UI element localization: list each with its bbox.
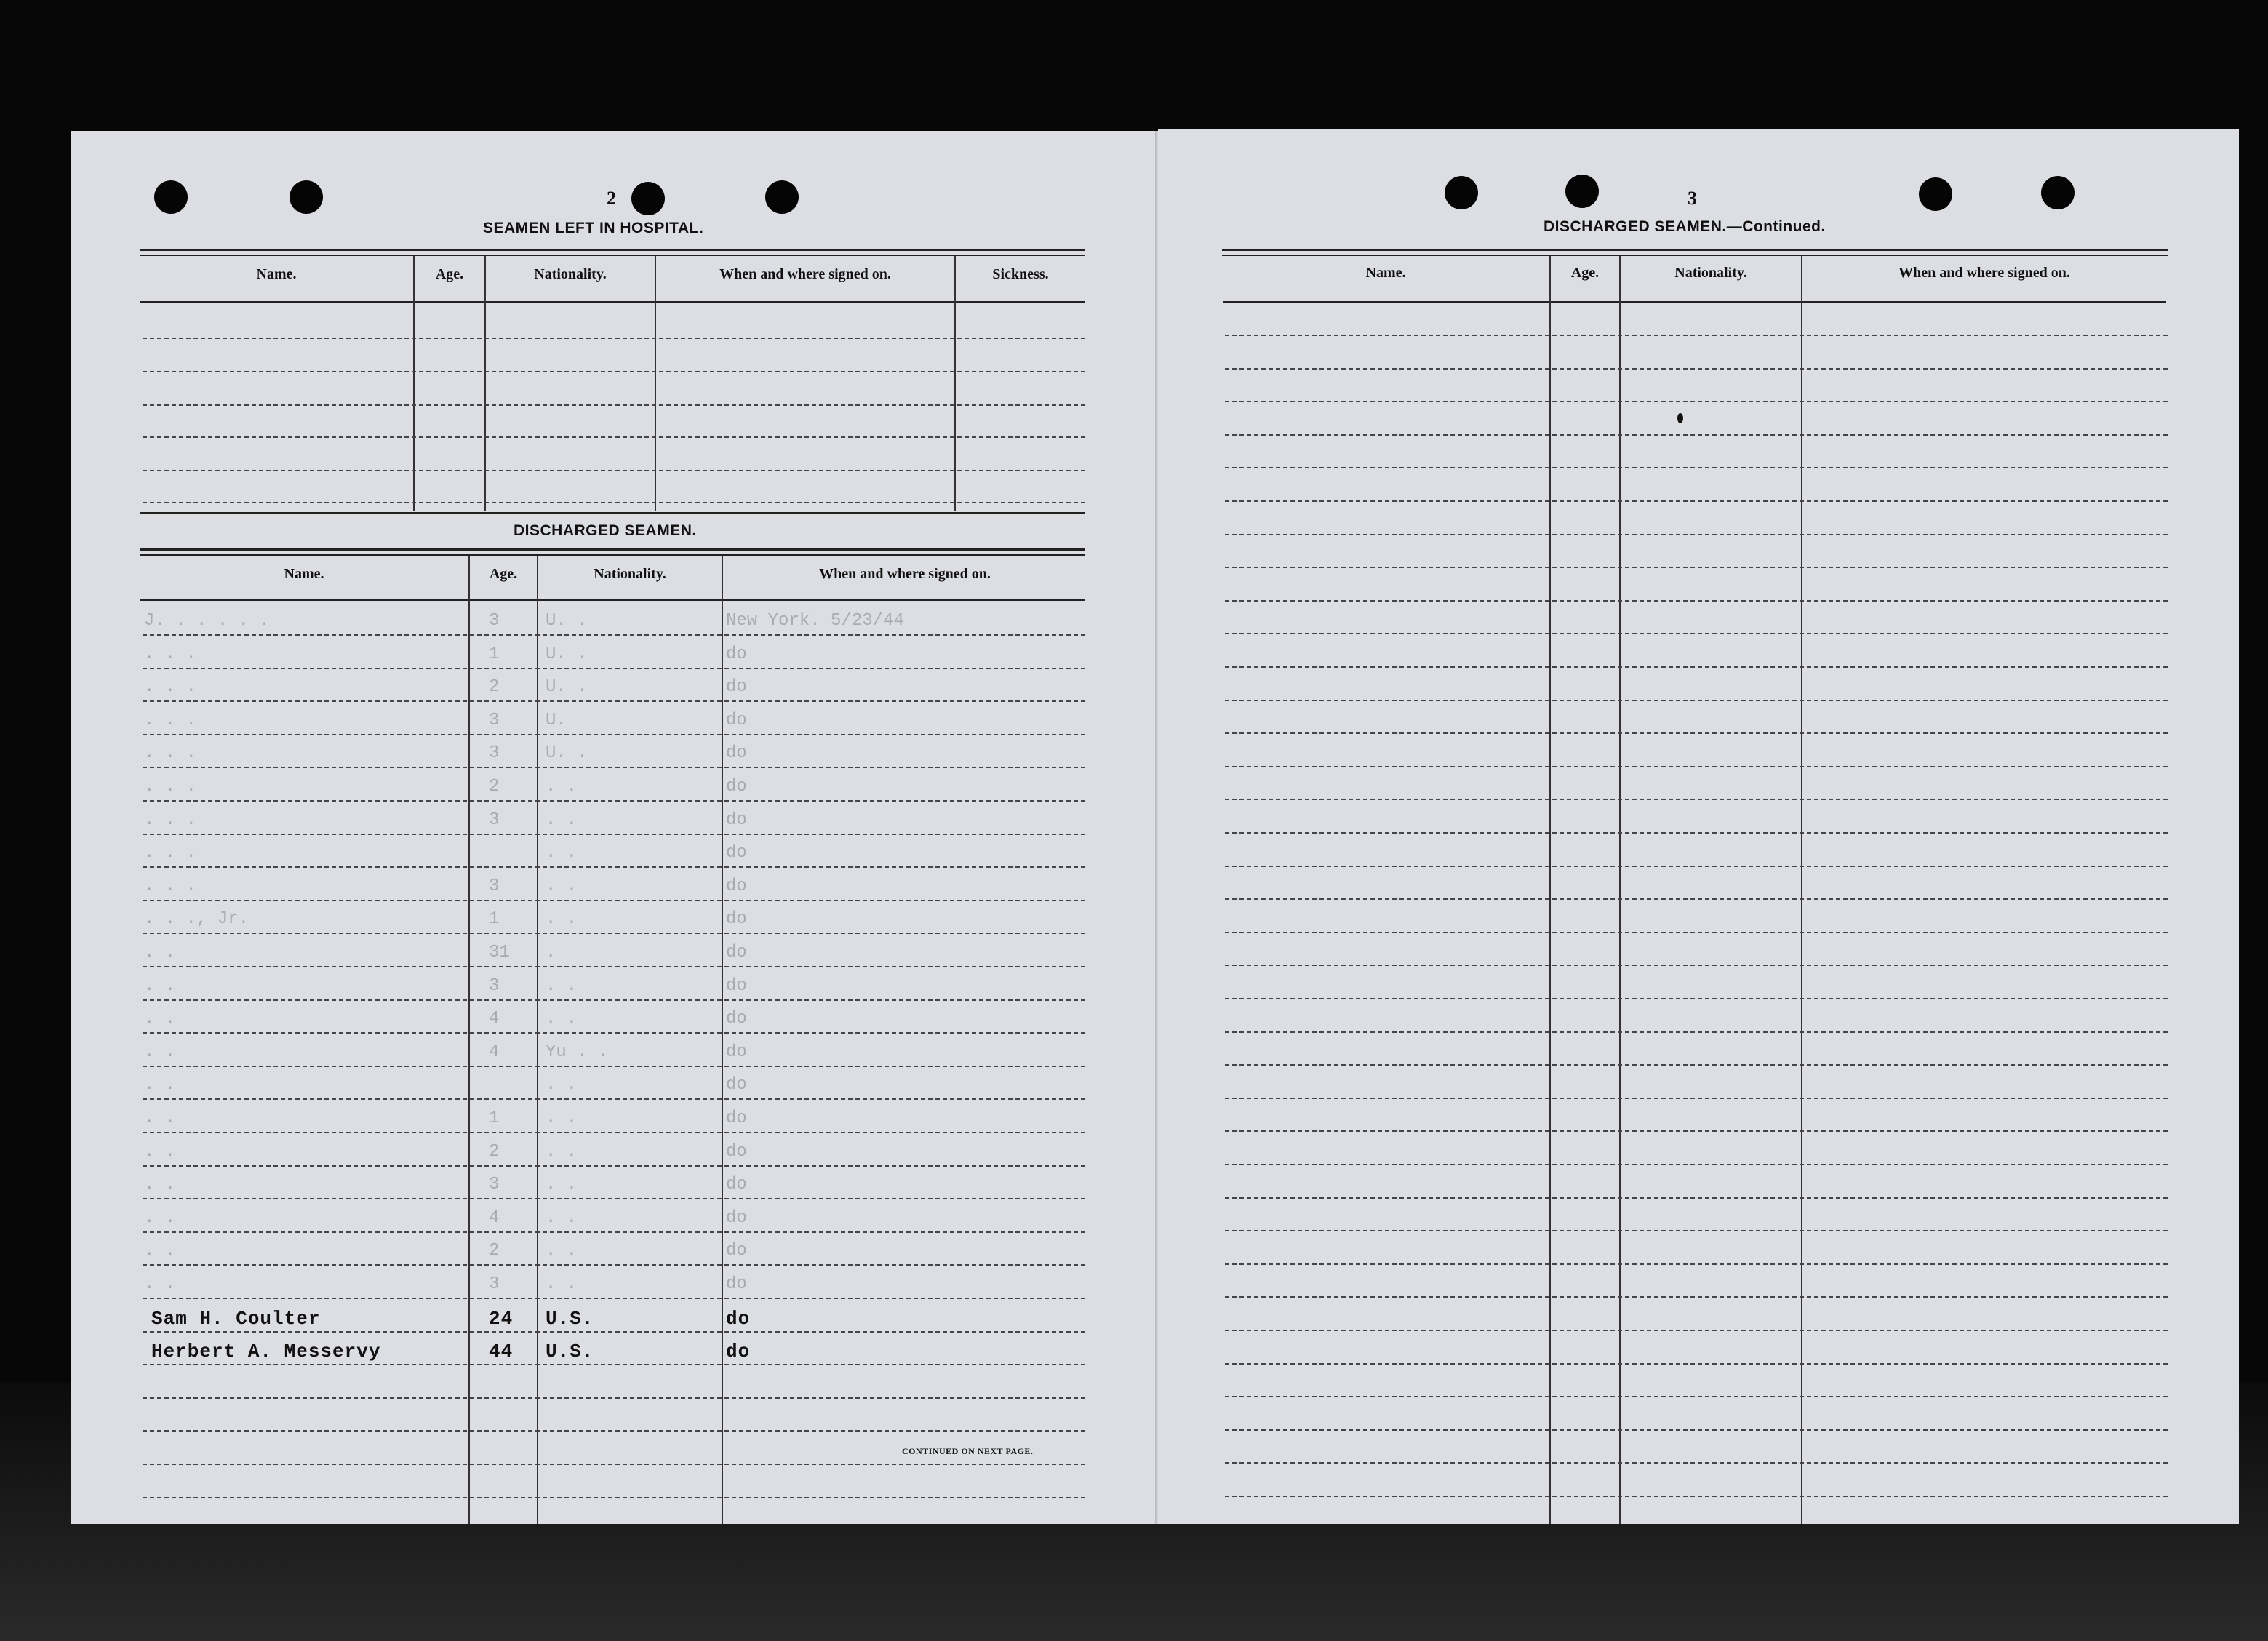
- row-line: [1225, 1230, 2168, 1231]
- table-cell-nationality: U. .: [546, 611, 588, 631]
- row-line: [143, 900, 1085, 901]
- table-cell-age: 3: [489, 810, 500, 830]
- table-cell-nationality: . .: [546, 1274, 578, 1294]
- table-cell-age: 3: [489, 877, 500, 896]
- table-cell-age: 44: [489, 1341, 514, 1362]
- table-cell-signed: do: [726, 711, 747, 730]
- table-cell-nationality: . .: [546, 1009, 578, 1029]
- table-rule: [140, 554, 1085, 556]
- table-cell-name: . .: [144, 1274, 176, 1294]
- table-cell-name: . .: [144, 1241, 176, 1261]
- table-cell-name: . . .: [144, 843, 197, 863]
- row-line: [1225, 401, 2168, 402]
- punch-hole: [290, 180, 323, 214]
- row-line: [1225, 1496, 2168, 1497]
- table-cell-signed: do: [726, 1308, 751, 1330]
- table-rule: [140, 255, 1085, 256]
- row-line: [1225, 500, 2168, 502]
- table-cell-age: 2: [489, 677, 500, 697]
- table-cell-nationality: . .: [546, 777, 578, 796]
- right-page: [1158, 129, 2239, 1524]
- table-cell-name: . .: [144, 1042, 176, 1062]
- row-line: [1225, 1098, 2168, 1099]
- row-line: [143, 700, 1085, 702]
- table-cell-name: . . .: [144, 877, 197, 896]
- row-line: [143, 1430, 1085, 1432]
- table-cell-signed: do: [726, 843, 747, 863]
- punch-hole: [765, 180, 799, 214]
- column-header-sickness: Sickness.: [992, 266, 1049, 282]
- column-header-nationality: Nationality.: [594, 566, 666, 582]
- column-header-signed-on: When and where signed on.: [1898, 265, 2070, 281]
- table-cell-name: . . .: [144, 777, 197, 796]
- row-line: [143, 966, 1085, 967]
- table-cell-nationality: U. .: [546, 743, 588, 763]
- table-cell-signed: do: [726, 1241, 747, 1261]
- row-line: [1225, 1164, 2168, 1165]
- row-line: [1225, 434, 2168, 436]
- table-cell-name: . .: [144, 1009, 176, 1029]
- row-line: [143, 470, 1085, 471]
- table-cell-signed: do: [726, 677, 747, 697]
- column-header-age: Age.: [1570, 265, 1600, 281]
- table-cell-nationality: . .: [546, 909, 578, 929]
- column-header-nationality: Nationality.: [1674, 265, 1747, 281]
- table-cell-name: . .: [144, 943, 176, 962]
- table-cell-signed: do: [726, 777, 747, 796]
- row-line: [143, 1231, 1085, 1233]
- row-line: [143, 1032, 1085, 1034]
- table-cell-name: . .: [144, 1142, 176, 1162]
- page-title: DISCHARGED SEAMEN.—Continued.: [1544, 218, 1826, 235]
- table-cell-age: 2: [489, 1241, 500, 1261]
- table-cell-name: . .: [144, 1208, 176, 1228]
- column-header-signed-on: When and where signed on.: [719, 266, 891, 282]
- table-cell-name: . . .: [144, 810, 197, 830]
- row-line: [1225, 799, 2168, 800]
- row-line: [1225, 832, 2168, 834]
- table-cell-age: 1: [489, 1109, 500, 1128]
- table-cell-age: 3: [489, 1175, 500, 1194]
- table-cell-name: . . ., Jr.: [144, 909, 249, 929]
- table-cell-nationality: . .: [546, 1208, 578, 1228]
- table-cell-signed: do: [726, 644, 747, 664]
- table-cell-signed: do: [726, 943, 747, 962]
- table-cell-name: . . .: [144, 644, 197, 664]
- table-cell-signed: do: [726, 1075, 747, 1095]
- punch-hole: [154, 180, 188, 214]
- table-cell-nationality: .: [546, 943, 556, 962]
- table-cell-nationality: U.: [546, 711, 567, 730]
- column-divider: [1549, 256, 1551, 1524]
- column-divider: [1619, 256, 1621, 1524]
- row-line: [143, 634, 1085, 636]
- table-rule: [140, 599, 1085, 601]
- table-cell-nationality: U.S.: [546, 1308, 594, 1330]
- row-line: [1225, 1330, 2168, 1331]
- row-line: [143, 734, 1085, 735]
- table-cell-signed: do: [726, 1042, 747, 1062]
- row-line: [143, 1198, 1085, 1199]
- column-header-name: Name.: [284, 566, 324, 582]
- table-cell-age: 2: [489, 777, 500, 796]
- row-line: [1225, 600, 2168, 602]
- row-line: [143, 1066, 1085, 1067]
- table-cell-nationality: . .: [546, 810, 578, 830]
- table-cell-nationality: . .: [546, 1109, 578, 1128]
- row-line: [143, 1298, 1085, 1299]
- table-rule: [1223, 301, 2166, 303]
- punch-hole: [631, 182, 665, 215]
- table-cell-signed: do: [726, 1208, 747, 1228]
- row-line: [1225, 335, 2168, 336]
- column-header-name: Name.: [1365, 265, 1406, 281]
- row-line: [143, 1264, 1085, 1266]
- row-line: [1225, 1462, 2168, 1464]
- table-cell-nationality: . .: [546, 1142, 578, 1162]
- table-cell-signed: do: [726, 909, 747, 929]
- row-line: [1225, 866, 2168, 867]
- table-rule: [140, 548, 1085, 551]
- row-line: [1225, 1363, 2168, 1365]
- row-line: [1225, 1064, 2168, 1066]
- row-line: [1225, 1429, 2168, 1431]
- punch-hole: [1445, 176, 1478, 209]
- row-line: [1225, 534, 2168, 535]
- punch-hole: [1919, 177, 1952, 211]
- page-number: 3: [1688, 188, 1697, 209]
- column-divider: [954, 256, 956, 511]
- row-line: [1225, 1130, 2168, 1132]
- table-cell-nationality: . .: [546, 1241, 578, 1261]
- table-cell-name: . .: [144, 1109, 176, 1128]
- table-cell-nationality: . .: [546, 976, 578, 996]
- table-cell-age: 4: [489, 1042, 500, 1062]
- row-line: [1225, 633, 2168, 634]
- row-line: [143, 999, 1085, 1001]
- row-line: [143, 933, 1085, 934]
- row-line: [1225, 467, 2168, 468]
- table-cell-age: 3: [489, 976, 500, 996]
- table-cell-age: 2: [489, 1142, 500, 1162]
- row-line: [143, 866, 1085, 868]
- table-cell-age: 3: [489, 711, 500, 730]
- row-line: [143, 502, 1085, 503]
- row-line: [1225, 898, 2168, 900]
- table-rule: [140, 249, 1085, 251]
- table-cell-nationality: . .: [546, 843, 578, 863]
- table-cell-nationality: U. .: [546, 677, 588, 697]
- column-header-age: Age.: [435, 266, 464, 282]
- row-line: [1225, 1197, 2168, 1199]
- column-divider: [655, 256, 656, 511]
- table-cell-signed: do: [726, 1175, 747, 1194]
- row-line: [143, 436, 1085, 438]
- column-divider: [484, 256, 486, 511]
- table-cell-signed: do: [726, 877, 747, 896]
- row-line: [1225, 368, 2168, 370]
- table-cell-signed: do: [726, 1109, 747, 1128]
- ink-speck: [1677, 413, 1683, 423]
- page-number: 2: [607, 188, 616, 209]
- table-cell-age: 24: [489, 1308, 514, 1330]
- table-cell-nationality: . .: [546, 1175, 578, 1194]
- table-cell-nationality: Yu . .: [546, 1042, 609, 1062]
- row-line: [1225, 1296, 2168, 1298]
- table-cell-signed: do: [726, 1341, 751, 1362]
- table-cell-signed: do: [726, 1274, 747, 1294]
- table-rule: [140, 512, 1085, 514]
- table-cell-age: 3: [489, 1274, 500, 1294]
- table-cell-nationality: . .: [546, 877, 578, 896]
- row-line: [143, 668, 1085, 669]
- row-line: [1225, 932, 2168, 933]
- row-line: [143, 834, 1085, 835]
- table-cell-signed: do: [726, 1009, 747, 1029]
- table-cell-nationality: U. .: [546, 644, 588, 664]
- table-cell-name: Herbert A. Messervy: [151, 1341, 381, 1362]
- row-line: [143, 371, 1085, 372]
- table-rule: [1222, 255, 2168, 256]
- table-cell-signed: do: [726, 1142, 747, 1162]
- table-cell-age: 3: [489, 611, 500, 631]
- table-cell-name: Sam H. Coulter: [151, 1308, 321, 1330]
- table-cell-signed: New York. 5/23/44: [726, 611, 904, 631]
- punch-hole: [1565, 175, 1599, 208]
- row-line: [143, 1331, 1085, 1333]
- row-line: [1225, 567, 2168, 568]
- table-cell-age: 1: [489, 909, 500, 929]
- table-cell-name: . . .: [144, 711, 197, 730]
- column-header-nationality: Nationality.: [534, 266, 607, 282]
- table-cell-name: . .: [144, 976, 176, 996]
- punch-hole: [2041, 176, 2075, 209]
- column-divider: [413, 256, 415, 511]
- table-cell-age: 1: [489, 644, 500, 664]
- table-rule: [140, 301, 1085, 303]
- table-cell-nationality: U.S.: [546, 1341, 594, 1362]
- table-cell-age: 3: [489, 743, 500, 763]
- row-line: [143, 404, 1085, 406]
- table-cell-name: . .: [144, 1075, 176, 1095]
- row-line: [1225, 998, 2168, 999]
- row-line: [1225, 1031, 2168, 1033]
- table-cell-name: . .: [144, 1175, 176, 1194]
- discharged-section-title: DISCHARGED SEAMEN.: [514, 522, 697, 539]
- table-cell-age: 4: [489, 1208, 500, 1228]
- left-page: [71, 131, 1162, 1524]
- row-line: [143, 800, 1085, 802]
- table-rule: [1222, 249, 2168, 251]
- table-cell-age: 31: [489, 943, 510, 962]
- continued-note: CONTINUED ON NEXT PAGE.: [902, 1446, 1034, 1456]
- table-cell-signed: do: [726, 976, 747, 996]
- row-line: [143, 1497, 1085, 1498]
- column-header-signed-on: When and where signed on.: [819, 566, 991, 582]
- row-line: [1225, 1396, 2168, 1397]
- table-cell-signed: do: [726, 810, 747, 830]
- row-line: [143, 767, 1085, 768]
- column-header-name: Name.: [256, 266, 297, 282]
- row-line: [143, 1364, 1085, 1365]
- row-line: [143, 1165, 1085, 1167]
- hospital-section-title: SEAMEN LEFT IN HOSPITAL.: [483, 220, 704, 236]
- column-header-age: Age.: [489, 566, 518, 582]
- table-cell-name: . . .: [144, 677, 197, 697]
- table-cell-nationality: . .: [546, 1075, 578, 1095]
- row-line: [1225, 700, 2168, 701]
- row-line: [1225, 1263, 2168, 1265]
- row-line: [143, 1132, 1085, 1133]
- table-cell-name: J. . . . . .: [144, 611, 270, 631]
- row-line: [1225, 732, 2168, 734]
- row-line: [143, 1397, 1085, 1399]
- row-line: [143, 1098, 1085, 1100]
- row-line: [1225, 965, 2168, 966]
- row-line: [143, 1464, 1085, 1465]
- table-cell-signed: do: [726, 743, 747, 763]
- table-cell-age: 4: [489, 1009, 500, 1029]
- table-cell-name: . . .: [144, 743, 197, 763]
- row-line: [1225, 666, 2168, 668]
- column-divider: [1801, 256, 1802, 1524]
- row-line: [1225, 766, 2168, 767]
- row-line: [143, 338, 1085, 339]
